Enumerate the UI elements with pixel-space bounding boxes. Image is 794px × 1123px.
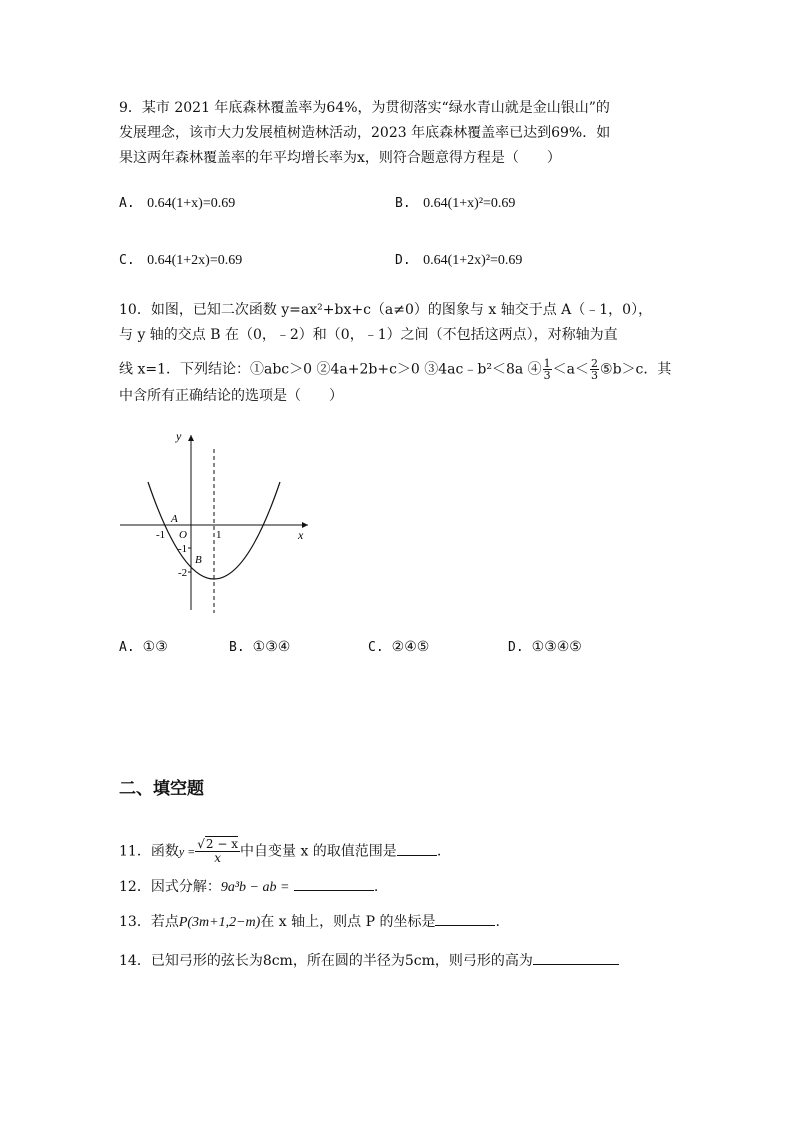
q11-radicand: 2 − x xyxy=(205,837,239,851)
option-label: A. xyxy=(119,640,135,655)
q11-end: . xyxy=(436,843,442,860)
q10-line3-part1: 线 x=1．下列结论：①abc＞0 ②4a+2b+c＞0 ③4ac﹣b²＜8a ④ xyxy=(119,361,542,378)
tick-label-1-x: 1 xyxy=(216,529,222,541)
q12-expr: 9a³b − ab = xyxy=(220,880,290,895)
q13-answer-blank[interactable] xyxy=(435,911,495,926)
q11-y-eq: y = xyxy=(178,844,196,859)
q13-prefix: 13．若点 xyxy=(119,914,179,930)
fraction-one-third: $\frac{1}{3}$ xyxy=(543,357,551,382)
q10-line3-part2: ＜a＜ xyxy=(552,361,590,378)
option-label: D. xyxy=(508,640,524,655)
q11-sqrt-fraction: $\frac{√2 - x}{x}$ xyxy=(197,837,239,865)
q10-line3-part3: ⑤b＞c．其 xyxy=(600,361,672,378)
q12-prefix: 12．因式分解： xyxy=(119,879,221,895)
parabola-graph xyxy=(112,425,322,625)
option-text: ①③④⑤ xyxy=(531,639,582,655)
q10-option-b xyxy=(229,637,290,658)
q9-option-c xyxy=(119,250,242,271)
q13-mid: 在 x 轴上，则点 P 的坐标是 xyxy=(260,914,436,930)
q9-line3: 果这两年森林覆盖率的年平均增长率为x，则符合题意得方程是（ ） xyxy=(119,150,561,166)
x-axis-label: x xyxy=(298,528,304,542)
q11-prefix: 11．函数 xyxy=(119,843,179,860)
q9-option-a xyxy=(119,193,235,214)
q12-end: . xyxy=(373,879,379,895)
option-text: ①③④ xyxy=(252,639,291,655)
option-label: D. xyxy=(395,253,411,268)
q10-line4: 中含所有正确结论的选项是（ ） xyxy=(119,388,343,404)
q10-option-c xyxy=(368,637,429,658)
q10-line3 xyxy=(119,358,671,381)
y-axis-label: y xyxy=(176,429,182,443)
tick-label-neg2-y: -2 xyxy=(178,567,188,579)
option-text: ②④⑤ xyxy=(391,639,430,655)
option-label: B. xyxy=(395,196,411,211)
q11-answer-blank[interactable] xyxy=(397,841,437,856)
q14-line xyxy=(119,950,619,971)
fraction-two-thirds: $\frac{2}{3}$ xyxy=(591,357,599,382)
point-a-label: A xyxy=(171,513,178,525)
option-label: A. xyxy=(119,196,135,211)
q14-text: 14．已知弓形的弦长为8cm，所在圆的半径为5cm，则弓形的高为 xyxy=(119,953,533,969)
section-title: 二、填空题 xyxy=(119,779,204,799)
q12-answer-blank[interactable] xyxy=(294,876,374,891)
q13-expr: P(3m+1,2−m) xyxy=(178,915,261,930)
q9-option-b xyxy=(395,193,515,214)
q9-option-d xyxy=(395,250,522,271)
option-label: C. xyxy=(368,640,384,655)
q13-line xyxy=(119,911,500,933)
option-expr: 0.64(1+2x)²=0.69 xyxy=(423,253,523,268)
q14-answer-blank[interactable] xyxy=(533,950,619,965)
q9-line2: 发展理念，该市大力发展植树造林活动，2023 年底森林覆盖率已达到69%．如 xyxy=(119,125,611,141)
q13-end: . xyxy=(495,914,500,930)
q10-option-d xyxy=(508,637,582,658)
option-expr: 0.64(1+x)=0.69 xyxy=(147,196,236,211)
point-b-label: B xyxy=(195,554,202,566)
option-label: C. xyxy=(119,253,135,268)
q11-line xyxy=(119,838,441,865)
q10-line2: 与 y 轴的交点 B 在（0，﹣2）和（0，﹣1）之间（不包括这两点），对称轴为直 xyxy=(119,327,618,343)
tick-label-neg1-x: -1 xyxy=(156,529,166,541)
q12-line xyxy=(119,876,378,898)
q10-line1: 10．如图，已知二次函数 y=ax²+bx+c（a≠0）的图象与 x 轴交于点 A（﹣1，0）， xyxy=(119,302,653,318)
q11-suffix: 中自变量 x 的取值范围是 xyxy=(240,843,397,860)
q9-line1: 9．某市 2021 年底森林覆盖率为64%，为贯彻落实“绿水青山就是金山银山”的 xyxy=(119,100,610,116)
option-label: B. xyxy=(229,640,245,655)
option-text: ①③ xyxy=(142,639,168,655)
origin-label: O xyxy=(179,529,187,541)
tick-label-neg1-y: -1 xyxy=(178,543,188,555)
q10-option-a xyxy=(119,637,168,658)
q11-denominator: x xyxy=(214,851,222,865)
option-expr: 0.64(1+2x)=0.69 xyxy=(147,253,243,268)
option-expr: 0.64(1+x)²=0.69 xyxy=(423,196,516,211)
